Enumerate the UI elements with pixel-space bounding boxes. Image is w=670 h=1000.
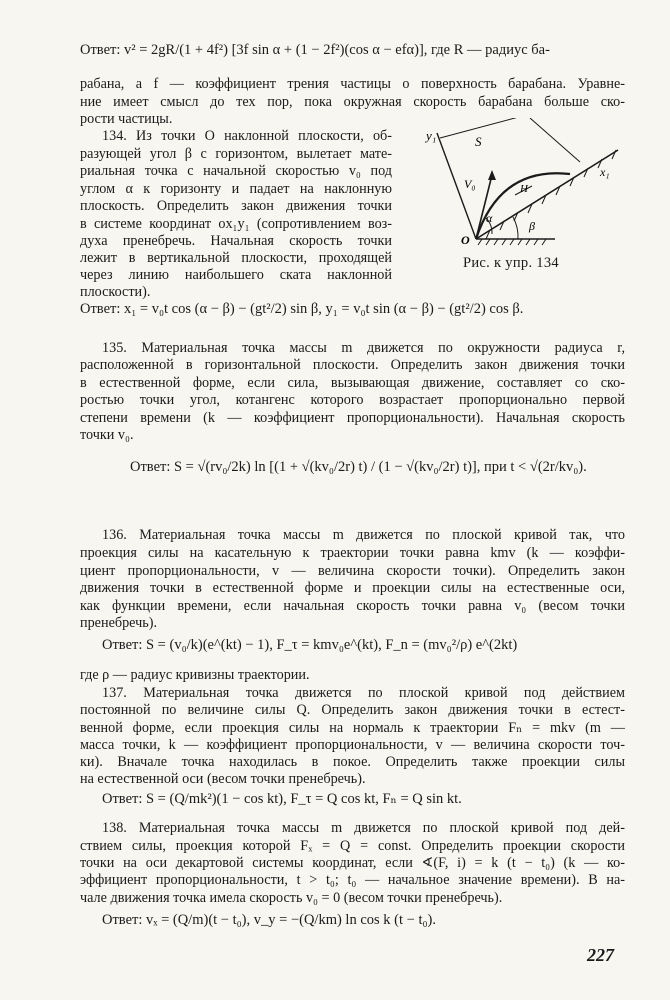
beta-label: β [529,219,535,233]
text-line: разующей угол β с горизонтом, вылетает мате- [80,146,392,162]
text-line: углом α к горизонту и падает на наклонную [80,181,392,197]
figure-caption: Рис. к упр. 134 [463,255,559,271]
problem-138-start: 138. Материальная точка массы m движется по плоской кривой под дей- [102,820,625,836]
text-line: рабана, а f — коэффициент трения частицы о поверхность барабана. Уравне- [80,76,625,92]
answer-134-formula: Ответ: x₁ = v₀t cos (α − β) − (gt²/2) sin β, y₁ = v₀t sin (α − β) − (gt²/2) cos β. [80,301,524,317]
text-line: движения точки в естественной форме и проекции силы на естественные оси, [80,580,625,596]
text-line: проекция силы на касательную к траектории точки равна kmv (k — коэффи- [80,545,625,561]
page-number: 227 [587,945,614,965]
text-line: чале движения точка имела скорость v₀ = 0 (весом точки пренебречь). [80,890,503,906]
v0-label: V₀ [464,177,476,191]
x1-label: x₁ [600,165,610,179]
inclined-plane [476,150,618,239]
text-line: плоскости). [80,284,151,300]
arrowhead [488,170,496,180]
text-line: масса точки, k — коэффициент пропорциональности, v — величина скорости точ- [80,737,625,753]
text-line: расположенной в горизонтальной плоскости. Определить закон движения точки [80,357,625,373]
text-line: на естественной оси (весом точки пренебречь). [80,771,366,787]
answer-138-formula: Ответ: vₓ = (Q/m)(t − t₀), v_y = −(Q/km) ln cos k (t − t₀). [102,912,436,928]
text-line: через линию наибольшего ската наклонной [80,267,392,283]
s-extension [530,118,580,162]
text-line: ствием силы, проекция которой Fₓ = Q = const. Определить проекции скорости [80,838,625,854]
text-line: рости частицы. [80,111,173,127]
text-line: духа пренебречь. Начальная скорость точки [80,233,392,249]
alpha-label: α [486,211,493,225]
origin-label: O [461,233,470,247]
text-line: венной форме, если проекция силы на нормаль к траектории Fₙ = mkv (m — [80,720,625,736]
ground-hatching [478,239,546,245]
s-label: S [475,134,482,149]
s-dimension [440,118,530,138]
text-line: лежит в вертикальной плоскости, проходящей [80,250,392,266]
y1-label: y₁ [426,128,437,143]
text-line: ки). Вначале точка находилась в покое. Определить также проекции силы [80,754,625,770]
text-line: точки на оси декартовой системы координат, если ∢(F, i) = k (t − t₀) (k — ко- [80,855,625,871]
text-line: эффициент пропорциональности, t > t₀; t₀ — начальное значение времени). В на- [80,872,625,888]
text-line: пренебречь). [80,615,158,631]
problem-137-start: 137. Материальная точка движется по плоской кривой под действием [102,685,625,701]
problem-134-start: 134. Из точки O наклонной плоскости, об- [102,128,392,144]
figure-134 [420,118,625,253]
text-line: плоскость. Определить закон движения точки [80,198,392,214]
problem-135-start: 135. Материальная точка массы m движется по окружности радиуса r, [102,340,625,356]
text-line: в системе координат ox₁y₁ (сопротивлением воз- [80,216,392,232]
beta-arc [513,217,518,239]
answer-136-formula: Ответ: S = (v₀/k)(e^(kt) − 1), F_τ = kmv₀e^(kt), F_n = (mv₀²/ρ) e^(2kt) [102,637,518,653]
velocity-vector [476,175,492,239]
h-label: H [520,183,528,195]
text-line: степени времени (k — коэффициент пропорциональности). Начальная скорость [80,410,625,426]
text-line: точки v₀. [80,427,134,443]
problem-136-start: 136. Материальная точка массы m движется по плоской кривой так, что [102,527,625,543]
text-line: ние имеет смысл до тех пор, пока окружная скорость барабана больше ско- [80,94,625,110]
text-line: ростью точки угол, котангенс которого возрастает пропорционально первой [80,392,625,408]
text-line: постоянной по величине силы Q. Определить закон движения точки в естест- [80,702,625,718]
text-line: как функции времени, если начальная скорость точки равна v₀ (весом точки [80,598,625,614]
text-line: в естественной форме, если сила, вызывающая движение, составляет со ско- [80,375,625,391]
text-line: где ρ — радиус кривизны траектории. [80,667,310,683]
answer-133-formula: Ответ: v² = 2gR/(1 + 4f²) [3f sin α + (1 − 2f²)(cos α − efα)], где R — радиус ба- [80,42,550,58]
answer-135-formula: Ответ: S = √(rv₀/2k) ln [(1 + √(kv₀/2r) t) / (1 − √(kv₀/2r) t)], при t < √(2r/kv₀). [130,459,587,475]
text-line: риальная точка с начальной скоростью v₀ под [80,163,392,179]
answer-137-formula: Ответ: S = (Q/mk²)(1 − cos kt), F_τ = Q cos kt, Fₙ = Q sin kt. [102,791,462,807]
text-line: циент пропорциональности, v — величина скорости точки). Определить закон [80,563,625,579]
